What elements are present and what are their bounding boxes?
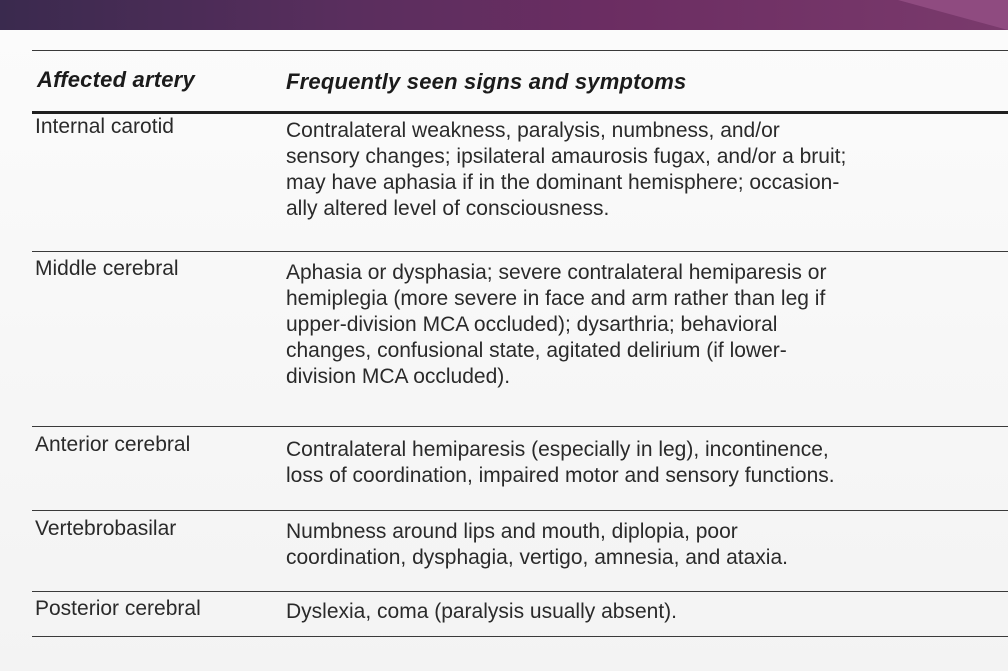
row-middle-cerebral-artery: Middle cerebral <box>35 257 179 280</box>
banner-arrow-shape <box>898 0 1008 30</box>
row-divider-3 <box>32 510 1008 511</box>
row-anterior-cerebral-artery: Anterior cerebral <box>35 433 191 456</box>
row-divider-4 <box>32 591 1008 592</box>
header-affected-artery: Affected artery <box>37 67 195 92</box>
table-bottom-rule <box>32 636 1008 637</box>
row-vertebrobasilar-symptoms: Numbness around lips and mouth, diplopia, poor coordination, dysphagia, vertigo, amnesia, and ataxia. <box>286 520 788 569</box>
table-top-rule <box>32 50 1008 51</box>
row-vertebrobasilar-artery: Vertebrobasilar <box>35 517 177 540</box>
row-internal-carotid-symptoms: Contralateral weakness, paralysis, numbness, and/or sensory changes; ipsilateral amaurosis fugax, and/or a bruit; may have aphasia if in the dominant hemisphere; occasion- ally altered level of consciousness. <box>286 119 847 220</box>
scanned-table-page <box>0 30 1008 671</box>
row-divider-1 <box>32 251 1008 252</box>
row-posterior-cerebral-artery: Posterior cerebral <box>35 597 201 620</box>
row-divider-2 <box>32 426 1008 427</box>
row-internal-carotid-artery: Internal carotid <box>35 115 174 138</box>
slide-title-banner <box>0 0 1008 30</box>
header-signs-symptoms: Frequently seen signs and symptoms <box>286 69 687 94</box>
row-middle-cerebral-symptoms: Aphasia or dysphasia; severe contralateral hemiparesis or hemiplegia (more severe in face and arm rather than leg if upper-division MCA occluded); dysarthria; behavioral changes, confusional state, agitated delirium (if lower- division MCA occluded). <box>286 261 827 388</box>
row-anterior-cerebral-symptoms: Contralateral hemiparesis (especially in leg), incontinence, loss of coordination, impaired motor and sensory functions. <box>286 438 835 487</box>
row-posterior-cerebral-symptoms: Dyslexia, coma (paralysis usually absent). <box>286 600 677 623</box>
